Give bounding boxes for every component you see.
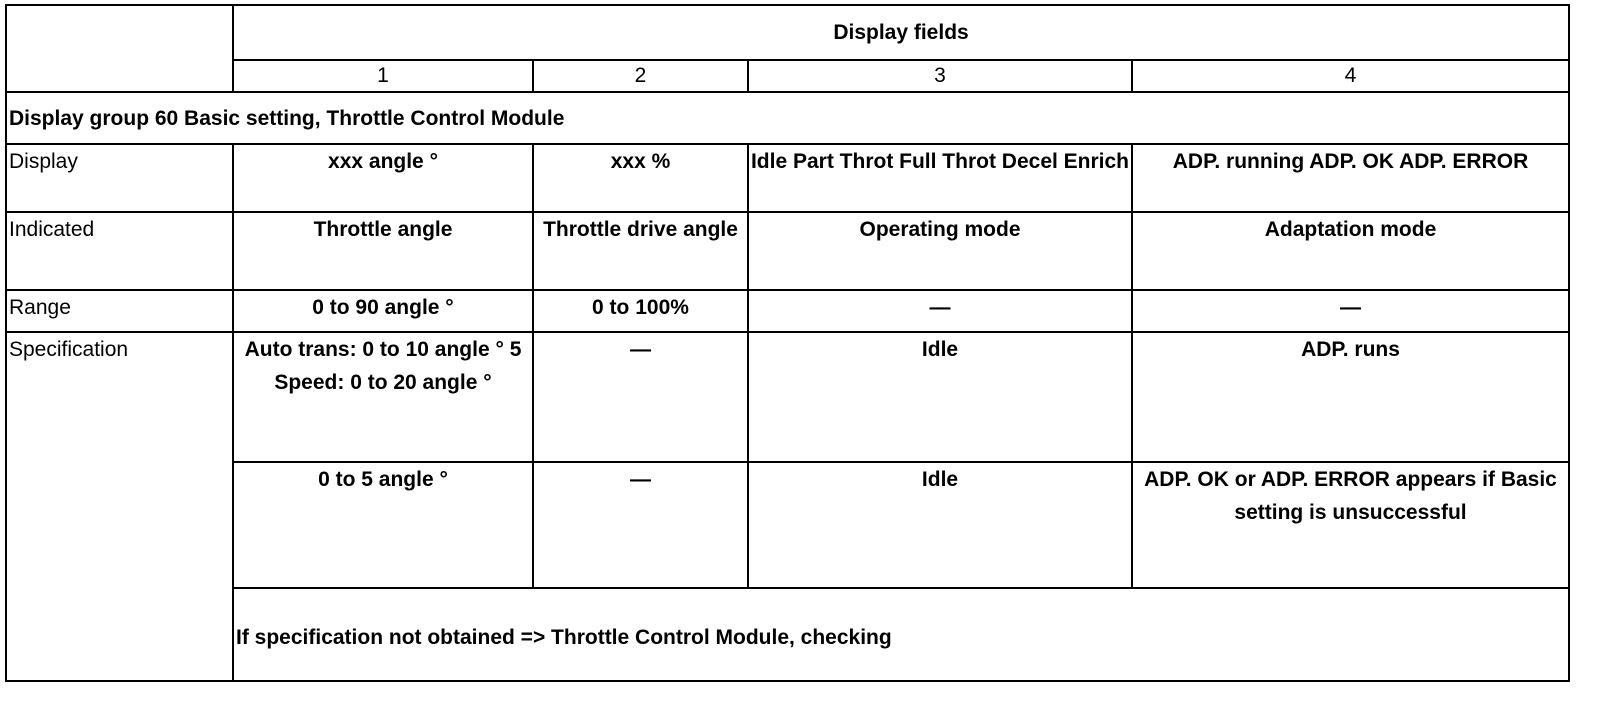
group-title-row	[6, 92, 1569, 144]
column-number-3: 3	[748, 60, 1132, 92]
display-value-4: ADP. running ADP. OK ADP. ERROR	[1132, 144, 1569, 212]
row-label-display: Display	[6, 144, 233, 212]
range-value-4: —	[1132, 290, 1569, 332]
header-corner-cell	[6, 5, 233, 92]
indicated-value-4: Adaptation mode	[1132, 212, 1569, 290]
specification-not-obtained-note: If specification not obtained => Throttle Control Module, checking	[233, 588, 1569, 681]
range-value-3: —	[748, 290, 1132, 332]
column-number-4: 4	[1132, 60, 1569, 92]
column-number-2: 2	[533, 60, 748, 92]
note-row	[6, 588, 1569, 681]
specification-value-2: —	[533, 332, 748, 462]
range-value-1: 0 to 90 angle °	[233, 290, 533, 332]
row-label-specification: Specification	[6, 332, 233, 681]
row-label-range: Range	[6, 290, 233, 332]
column-number-row	[6, 60, 1569, 92]
specification-row	[6, 332, 1569, 462]
specification-2-value-1: 0 to 5 angle °	[233, 462, 533, 588]
indicated-value-2: Throttle drive angle	[533, 212, 748, 290]
column-number-1: 1	[233, 60, 533, 92]
range-row	[6, 290, 1569, 332]
indicated-value-1: Throttle angle	[233, 212, 533, 290]
specification-2-value-3: Idle	[748, 462, 1132, 588]
specification-2-value-4: ADP. OK or ADP. ERROR appears if Basic setting is unsuccessful	[1132, 462, 1569, 588]
row-label-indicated: Indicated	[6, 212, 233, 290]
indicated-value-3: Operating mode	[748, 212, 1132, 290]
specification-value-1: Auto trans: 0 to 10 angle ° 5 Speed: 0 to 20 angle °	[233, 332, 533, 462]
range-value-2: 0 to 100%	[533, 290, 748, 332]
display-fields-title: Display fields	[233, 5, 1569, 60]
display-row	[6, 144, 1569, 212]
header-row	[6, 5, 1569, 60]
specification-2-value-2: —	[533, 462, 748, 588]
display-group-table	[5, 4, 1570, 682]
display-value-2: xxx %	[533, 144, 748, 212]
specification-row-2	[6, 462, 1569, 588]
specification-value-3: Idle	[748, 332, 1132, 462]
specification-value-4: ADP. runs	[1132, 332, 1569, 462]
display-value-1: xxx angle °	[233, 144, 533, 212]
display-group-title: Display group 60 Basic setting, Throttle Control Module	[6, 92, 1569, 144]
indicated-row	[6, 212, 1569, 290]
display-value-3: Idle Part Throt Full Throt Decel Enrich	[748, 144, 1132, 212]
